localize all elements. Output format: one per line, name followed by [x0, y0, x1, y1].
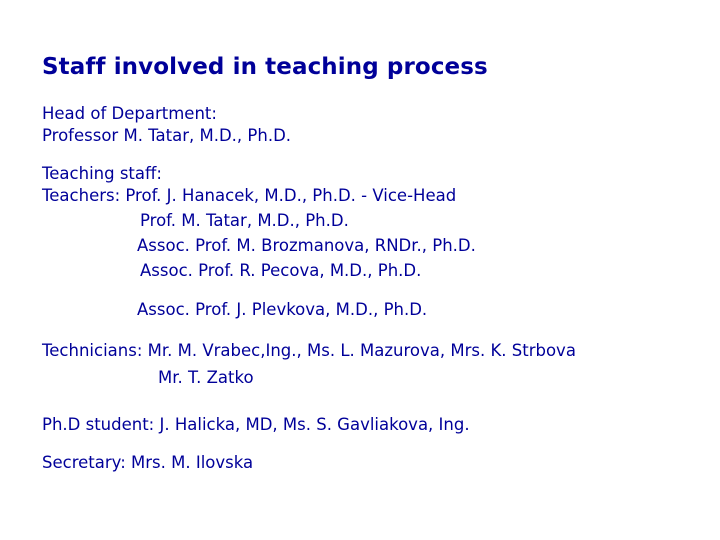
teacher-item: Assoc. Prof. J. Plevkova, M.D., Ph.D.	[137, 300, 428, 319]
head-of-department-label: Head of Department:	[42, 104, 217, 123]
slide-title: Staff involved in teaching process	[42, 54, 488, 80]
teaching-staff-label: Teaching staff:	[42, 164, 162, 183]
teacher-item: Assoc. Prof. M. Brozmanova, RNDr., Ph.D.	[137, 236, 476, 255]
head-of-department-name: Professor M. Tatar, M.D., Ph.D.	[42, 126, 292, 145]
technicians-line-2: Mr. T. Zatko	[158, 368, 254, 387]
technicians-line: Technicians: Mr. M. Vrabec,Ing., Ms. L. Mazurova, Mrs. K. Strbova	[42, 341, 576, 360]
secretary-line: Secretary: Mrs. M. Ilovska	[42, 453, 254, 472]
teacher-item: Assoc. Prof. R. Pecova, M.D., Ph.D.	[140, 261, 422, 280]
phd-students-line: Ph.D student: J. Halicka, MD, Ms. S. Gavliakova, Ing.	[42, 415, 470, 434]
teacher-item: Prof. M. Tatar, M.D., Ph.D.	[140, 211, 349, 230]
teachers-line: Teachers: Prof. J. Hanacek, M.D., Ph.D. - Vice-Head	[42, 186, 457, 205]
